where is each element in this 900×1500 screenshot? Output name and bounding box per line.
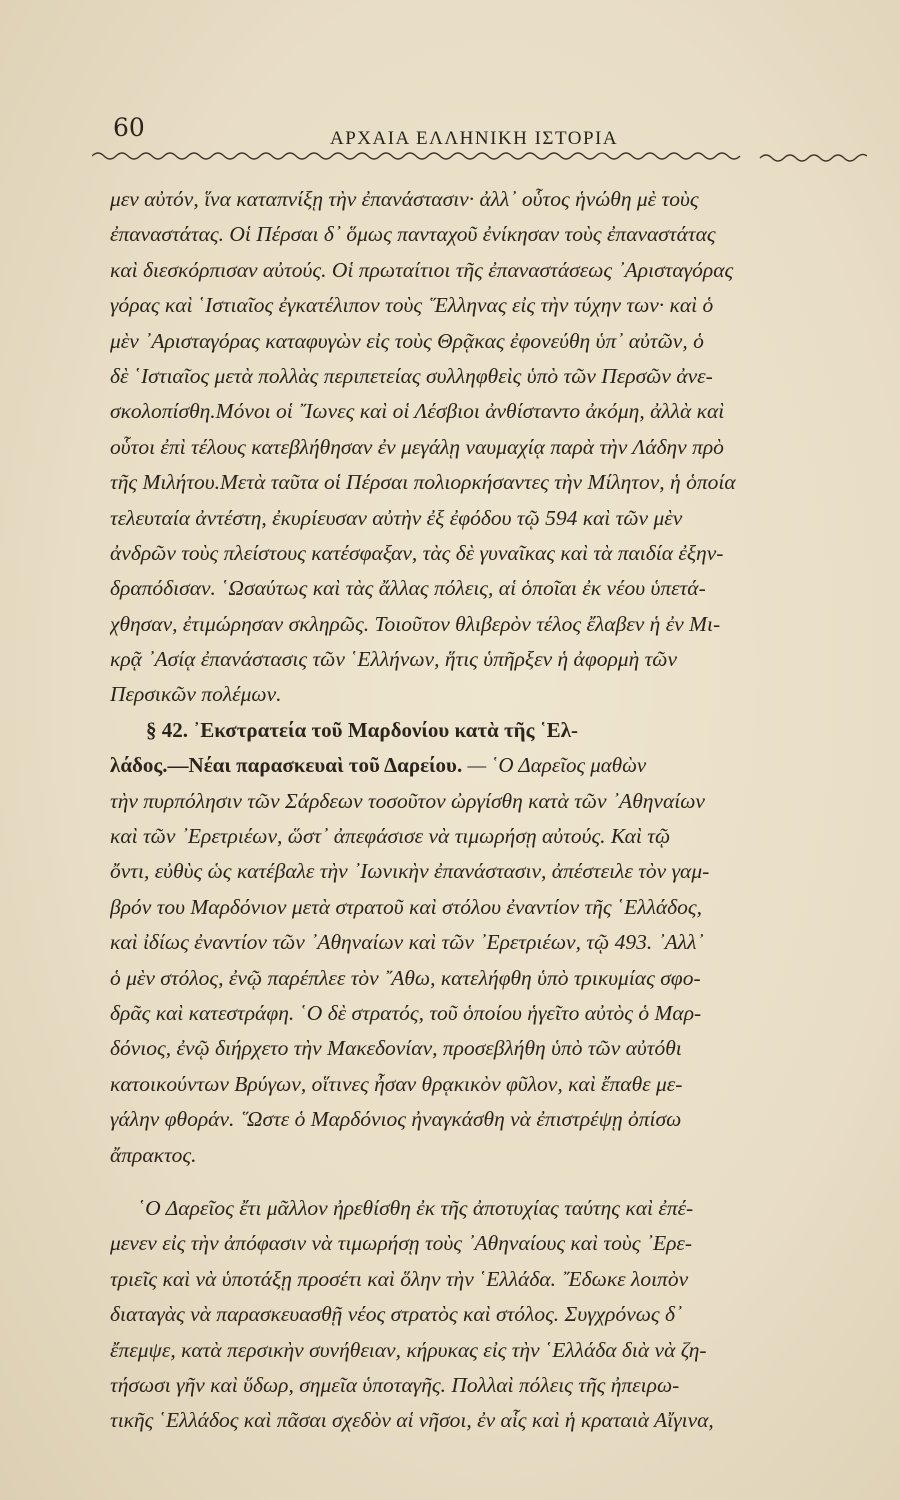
text-line: δρᾶς καὶ κατεστράφη. ῾Ο δὲ στρατός, τοῦ ὁποίου ἡγεῖτο αὐτὸς ὁ Μαρ- [110,1000,702,1025]
text-line: μενεν εἰς τὴν ἀπόφασιν νὰ τιμωρήσῃ τοὺς ᾽Αθηναίους καὶ τοὺς ᾽Ερε- [110,1231,693,1256]
page-number: 60 [113,113,145,142]
text-line: ἔπεμψε, κατὰ περσικὴν συνήθειαν, κήρυκας εἰς τὴν ῾Ελλάδα διὰ νὰ ζη- [110,1337,707,1362]
text-line: οὗτοι ἐπὶ τέλους κατεβλήθησαν ἐν μεγάλῃ ναυμαχίᾳ παρὰ τὴν Λάδην πρὸ [110,434,724,459]
section-heading-title-end: λάδος.—Νέαι παρασκευαὶ τοῦ Δαρείου. [110,753,463,778]
text-line: βρόν του Μαρδόνιον μετὰ στρατοῦ καὶ στόλου ἐναντίον τῆς ῾Ελλάδος, [110,894,703,919]
text-line: ἀνδρῶν τοὺς πλείστους κατέσφαξαν, τὰς δὲ γυναῖκας καὶ τὰ παιδία ἐξην- [110,540,724,565]
section-text-start: — ῾Ο Δαρεῖος μαθὼν [467,753,647,778]
text-line: ἄπρακτος. [110,1142,197,1167]
running-head: ΑΡΧΑΙΑ ΕΛΛΗΝΙΚΗ ΙΣΤΟΡΙΑ [330,128,619,149]
text-line: ὄντι, εὐθὺς ὡς κατέβαλε τὴν ᾽Ιωνικὴν ἐπανάστασιν, ἀπέστειλε τὸν γαμ- [110,859,710,884]
text-line: ἐπαναστάτας. Οἱ Πέρσαι δ᾽ ὅμως πανταχοῦ ἐνίκησαν τοὺς ἐπαναστάτας [110,222,716,247]
text-line: δὲ ῾Ιστιαῖος μετὰ πολλὰς περιπετείας συλληφθεὶς ὑπὸ τῶν Περσῶν ἀνε- [110,363,713,388]
text-line: καὶ τῶν ᾽Ερετριέων, ὥστ᾽ ἀπεφάσισε νὰ τιμωρήσῃ αὐτούς. Καὶ τῷ [110,824,671,849]
text-line: κατοικούντων Βρύγων, οἵτινες ἦσαν θρᾳκικὸν φῦλον, καὶ ἔπαθε με- [110,1071,683,1096]
text-line: καὶ διεσκόρπισαν αὐτούς. Οἱ πρωταίτιοι τῆς ἐπαναστάσεως ᾽Αρισταγόρας [110,257,734,282]
text-line: ῾Ο Δαρεῖος ἔτι μᾶλλον ἠρεθίσθη ἐκ τῆς ἀποτυχίας ταύτης καὶ ἐπέ- [138,1195,694,1220]
text-line: τελευταία ἀντέστη, ἐκυρίευσαν αὐτὴν ἐξ ἐφόδου τῷ 594 καὶ τῶν μὲν [110,505,683,530]
text-line: κρᾷ ᾽Ασίᾳ ἐπανάστασις τῶν ῾Ελλήνων, ἥτις ὑπῆρξεν ἡ ἀφορμὴ τῶν [110,647,678,672]
text-line: ὁ μὲν στόλος, ἐνῷ παρέπλεε τὸν ῎Αθω, κατελήφθη ὑπὸ τρικυμίας σφο- [110,965,701,990]
wavy-rule-ornament [92,148,867,168]
text-line: τριεῖς καὶ νὰ ὑποτάξῃ προσέτι καὶ ὅλην τὴν ῾Ελλάδα. ῎Εδωκε λοιπὸν [110,1266,689,1291]
text-line: δραπόδισαν. ῾Ωσαύτως καὶ τὰς ἄλλας πόλεις, αἱ ὁποῖαι ἐκ νέου ὑπετά- [110,576,706,601]
text-line: τικῆς ῾Ελλάδος καὶ πᾶσαι σχεδὸν αἱ νῆσοι, ἐν αἷς καὶ ἡ κραταιὰ Αἴγινα, [110,1408,714,1433]
text-line: μεν αὐτόν, ἵνα καταπνίξῃ τὴν ἐπανάστασιν· ἀλλ᾽ οὗτος ἡνώθη μὲ τοὺς [110,187,699,211]
section-heading-continuation [110,748,865,783]
text-line: δόνιος, ἐνῷ διήρχετο τὴν Μακεδονίαν, προσεβλήθη ὑπὸ τῶν αὐτόθι [110,1036,682,1061]
text-line: τῆς Μιλήτου.Μετὰ ταῦτα οἱ Πέρσαι πολιορκήσαντες τὴν Μίλητον, ἡ ὁποία [110,470,736,495]
text-line: γόρας καὶ ῾Ιστιαῖος ἐγκατέλιπον τοὺς ῞Ελληνας εἰς τὴν τύχην των· καὶ ὁ [110,293,714,318]
section-heading: § 42. ᾽Εκστρατεία τοῦ Μαρδονίου κατὰ τῆς ῾Ελ- [146,717,578,742]
body-text [110,182,865,1439]
text-line: διαταγὰς νὰ παρασκευασθῇ νέος στρατὸς καὶ στόλος. Συγχρόνως δ᾽ [110,1302,683,1327]
text-line: χθησαν, ἐτιμώρησαν σκληρῶς. Τοιοῦτον θλιβερὸν τέλος ἔλαβεν ἡ ἐν Μι- [110,611,721,636]
text-line: Περσικῶν πολέμων. [110,682,282,707]
text-line: σκολοπίσθη.Μόνοι οἱ ῎Ιωνες καὶ οἱ Λέσβιοι ἀνθίσταντο ἀκόμη, ἀλλὰ καὶ [110,399,725,424]
text-line: καὶ ἰδίως ἐναντίον τῶν ᾽Αθηναίων καὶ τῶν ᾽Ερετριέων, τῷ 493. ᾽Αλλ᾽ [110,930,704,955]
text-line: τὴν πυρπόλησιν τῶν Σάρδεων τοσοῦτον ὠργίσθη κατὰ τῶν ᾽Αθηναίων [110,788,705,813]
paragraph-gap [110,1173,865,1191]
text-line: γάλην φθοράν. ῞Ωστε ὁ Μαρδόνιος ἠναγκάσθη νὰ ἐπιστρέψῃ ὀπίσω [110,1107,682,1132]
text-line: μὲν ᾽Αρισταγόρας καταφυγὼν εἰς τοὺς Θρᾷκας ἐφονεύθη ὑπ᾽ αὐτῶν, ὁ [110,328,704,353]
text-line: τήσωσι γῆν καὶ ὕδωρ, σημεῖα ὑποταγῆς. Πολλαὶ πόλεις τῆς ἠπειρω- [110,1372,680,1397]
